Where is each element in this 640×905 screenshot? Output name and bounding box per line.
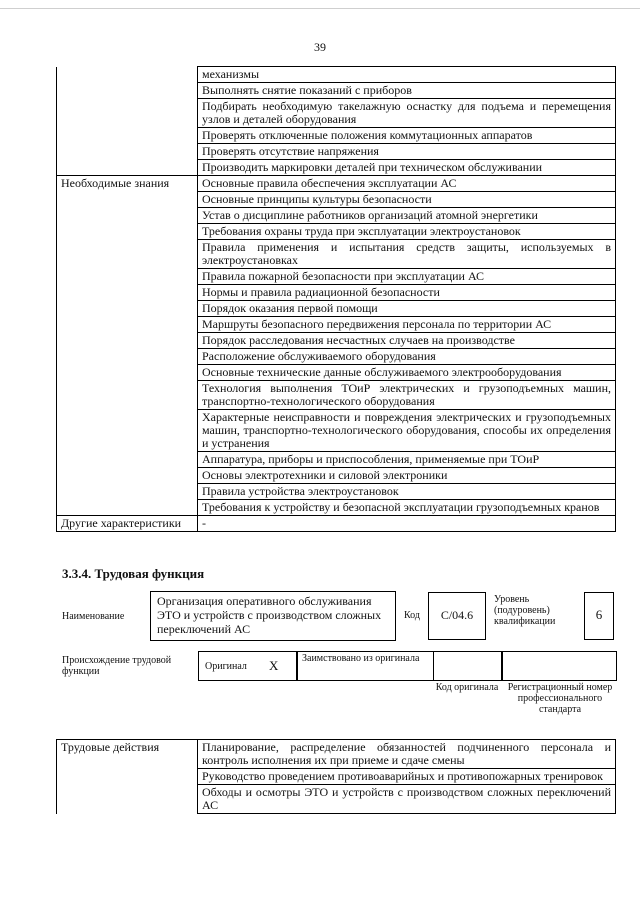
name-value: Организация оперативного обслуживания ЭТО и устройств с производством сложных переключений АС	[157, 594, 382, 636]
row-value-cell: Расположение обслуживаемого оборудования	[198, 349, 616, 365]
row-value-cell: Основные технические данные обслуживаемого электрооборудования	[198, 365, 616, 381]
code-label: Код	[404, 610, 420, 621]
borrowed-cell	[296, 651, 434, 681]
row-label-cell	[57, 67, 198, 176]
top-rule	[0, 8, 640, 9]
row-value-cell: Характерные неисправности и повреждения электрических и грузоподъемных машин, транспортно-технологического оборудования, способы их определения и устранения	[198, 410, 616, 452]
row-value-cell: механизмы	[198, 67, 616, 83]
original-mark: X	[269, 658, 279, 673]
code-box	[428, 592, 486, 640]
row-value-cell: Правила пожарной безопасности при эксплуатации АС	[198, 269, 616, 285]
page-number: 39	[314, 40, 326, 54]
row-value-cell: Порядок оказания первой помощи	[198, 301, 616, 317]
row-value-cell: Основы электротехники и силовой электроники	[198, 468, 616, 484]
level-label: Уровень (подуровень) квалификации	[494, 594, 556, 627]
row-value-cell: Аппаратура, приборы и приспособления, применяемые при ТОиР	[198, 452, 616, 468]
row-value-cell: Маршруты безопасного передвижения персонала по территории АС	[198, 317, 616, 333]
original-cell	[198, 651, 298, 681]
row-value-cell: -	[198, 516, 616, 532]
row-value-cell: Требования охраны труда при эксплуатации электроустановок	[198, 224, 616, 240]
name-box	[150, 591, 396, 641]
labor-action-row	[57, 740, 616, 769]
borrowed-label: Заимствовано из оригинала	[302, 653, 420, 664]
level-box	[584, 592, 614, 640]
other-row	[57, 516, 616, 532]
skills-knowledge-table	[56, 66, 616, 532]
knowledge-row	[57, 176, 616, 192]
labor-action-cell: Обходы и осмотры ЭТО и устройств с производством сложных переключений АС	[198, 785, 616, 814]
row-value-cell: Устав о дисциплине работников организаций атомной энергетики	[198, 208, 616, 224]
code-original-cell	[433, 651, 503, 681]
original-label: Оригинал	[205, 661, 247, 672]
labor-actions-label: Трудовые действия	[57, 740, 198, 814]
row-value-cell: Проверять отключенные положения коммутационных аппаратов	[198, 128, 616, 144]
reg-number-label: Регистрационный номер профессионального стандарта	[507, 682, 613, 715]
row-value-cell: Производить маркировки деталей при техническом обслуживании	[198, 160, 616, 176]
row-value-cell: Требования к устройству и безопасной эксплуатации грузоподъемных кранов	[198, 500, 616, 516]
skill-row	[57, 67, 616, 83]
row-value-cell: Проверять отсутствие напряжения	[198, 144, 616, 160]
row-value-cell: Выполнять снятие показаний с приборов	[198, 83, 616, 99]
row-value-cell: Правила применения и испытания средств защиты, используемых в электроустановках	[198, 240, 616, 269]
row-value-cell: Основные принципы культуры безопасности	[198, 192, 616, 208]
row-value-cell: Нормы и правила радиационной безопасности	[198, 285, 616, 301]
row-value-cell: Подбирать необходимую такелажную оснастку для подъема и перемещения узлов и деталей оборудования	[198, 99, 616, 128]
code-value: С/04.6	[440, 608, 474, 622]
name-label: Наименование	[62, 611, 125, 622]
row-value-cell: Правила устройства электроустановок	[198, 484, 616, 500]
row-value-cell: Технология выполнения ТОиР электрических и грузоподъемных машин, транспортно-технологического оборудования	[198, 381, 616, 410]
code-original-label: Код оригинала	[435, 682, 499, 693]
origin-label: Происхождение трудовой функции	[62, 655, 172, 677]
row-value-cell: Порядок расследования несчастных случаев на производстве	[198, 333, 616, 349]
reg-number-cell	[501, 651, 617, 681]
level-value: 6	[595, 607, 603, 622]
labor-actions-table	[56, 739, 616, 814]
section-title: 3.3.4. Трудовая функция	[62, 566, 205, 581]
row-label-cell: Необходимые знания	[57, 176, 198, 516]
labor-action-cell: Планирование, распределение обязанностей подчиненного персонала и контроль исполнения их при приеме и сдаче смены	[198, 740, 616, 769]
labor-action-cell: Руководство проведением противоаварийных и противопожарных тренировок	[198, 769, 616, 785]
row-value-cell: Основные правила обеспечения эксплуатации АС	[198, 176, 616, 192]
row-label-cell: Другие характеристики	[57, 516, 198, 532]
